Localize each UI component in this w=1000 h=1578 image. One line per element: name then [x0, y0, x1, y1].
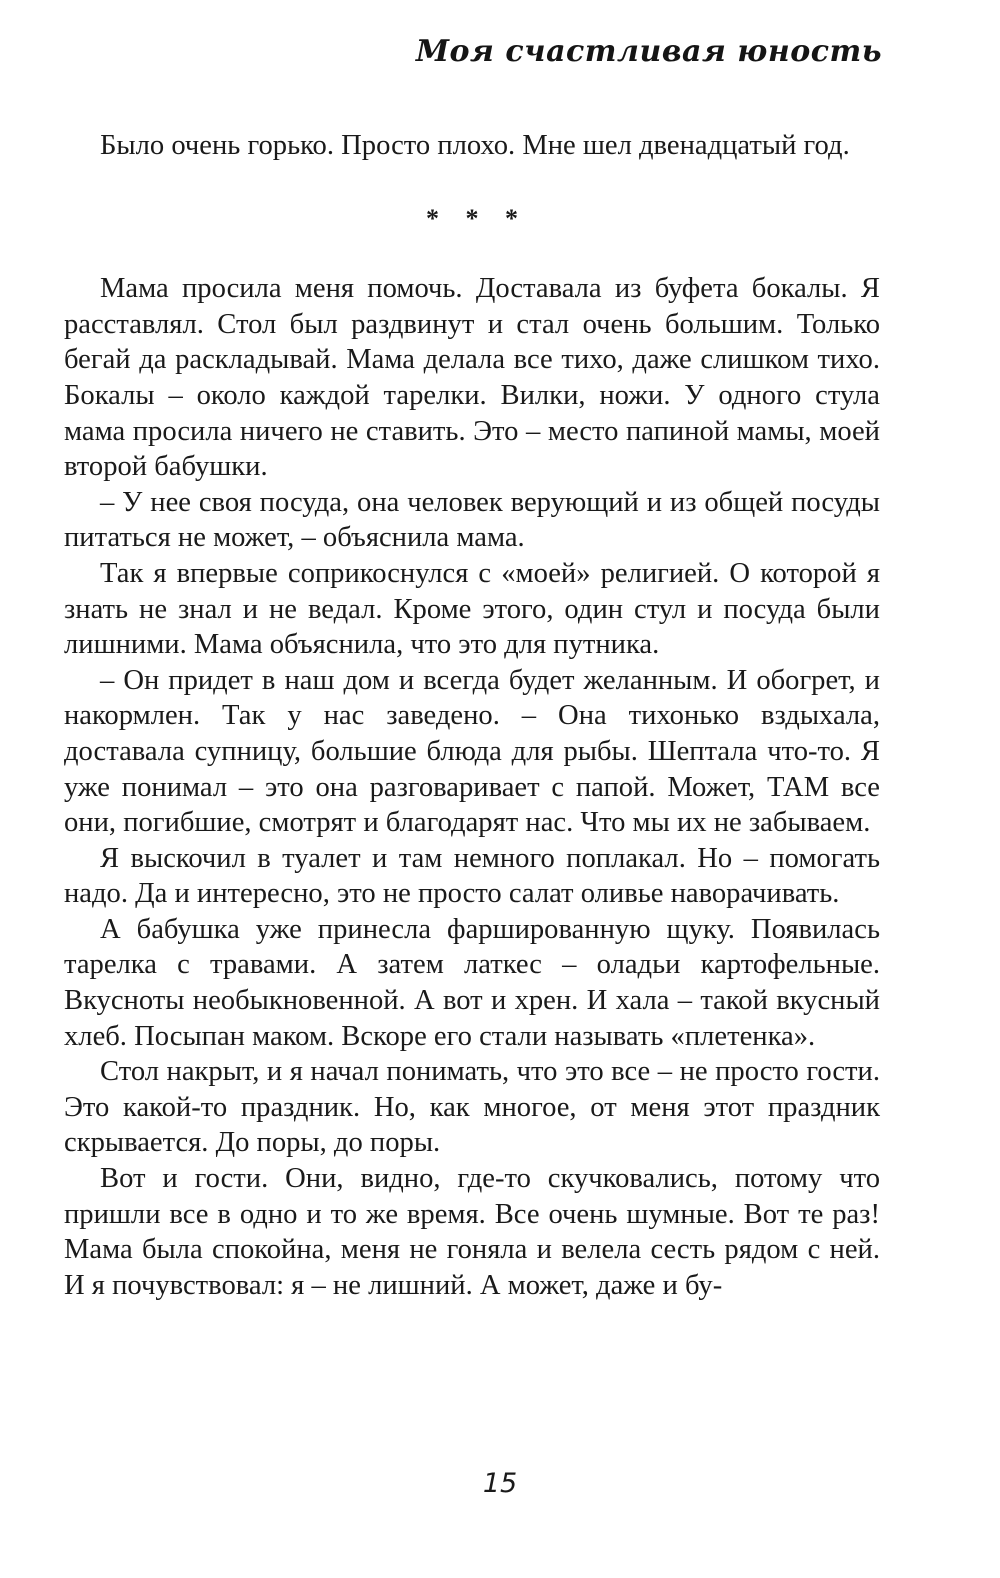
paragraph: Так я впервые соприкоснулся с «моей» религией. О которой я знать не знал и не ведал. Кроме этого, один стул и посуда были лишними. Мама объяснила, что это для путника.: [64, 557, 880, 661]
paragraph: – У нее своя посуда, она человек верующий и из общей посуды питаться не может, – объяснила мама.: [64, 486, 880, 554]
page-number: 15: [482, 1468, 518, 1499]
paragraph: Мама просила меня помочь. Доставала из буфета бокалы. Я расставлял. Стол был раздвинут и стал очень большим. Только бегай да раскладывай. Мама делала все тихо, даже слишком тихо. Бокалы – около каждой тарелки. Вилки, ножи. У одного стула мама просила ничего не ставить. Это – место папиной мамы, моей второй бабушки.: [64, 273, 880, 483]
paragraph: Стол накрыт, и я начал понимать, что это все – не просто гости. Это какой-то праздник. Но, как многое, от меня этот праздник скрывается. До поры, до поры.: [64, 1056, 880, 1159]
running-title: Моя счастливая юность: [415, 34, 882, 69]
paragraph: А бабушка уже принесла фаршированную щуку. Появилась тарелка с травами. А затем латкес – оладьи картофельные. Вкусноты необыкновенной. А вот и хрен. И хала – такой вкусный хлеб. Посыпан маком. Вскоре его стали называть «плетенка».: [64, 913, 880, 1052]
section-separator: * * *: [426, 203, 528, 233]
body-text: [64, 128, 880, 1303]
paragraph: – Он придет в наш дом и всегда будет желанным. И обогрет, и накормлен. Так у нас заведено. – Она тихонько вздыхала, доставала супницу, большие блюда для рыбы. Шептала что-то. Я уже понимал – это она разговаривает с папой. Может, ТАМ все они, погибшие, смотрят и благодарят нас. Что мы их не забываем.: [64, 664, 880, 839]
paragraph: Я выскочил в туалет и там немного поплакал. Но – помогать надо. Да и интересно, это не просто салат оливье наворачивать.: [64, 842, 880, 910]
paragraph: Было очень горько. Просто плохо. Мне шел двенадцатый год.: [100, 130, 850, 161]
paragraph: Вот и гости. Они, видно, где-то скучковались, потому что пришли все в одно и то же время. Все очень шумные. Вот те раз! Мама была спокойна, меня не гоняла и велела сесть рядом с ней. И я почувствовал: я – не лишний. А может, даже и бу-: [64, 1163, 880, 1301]
